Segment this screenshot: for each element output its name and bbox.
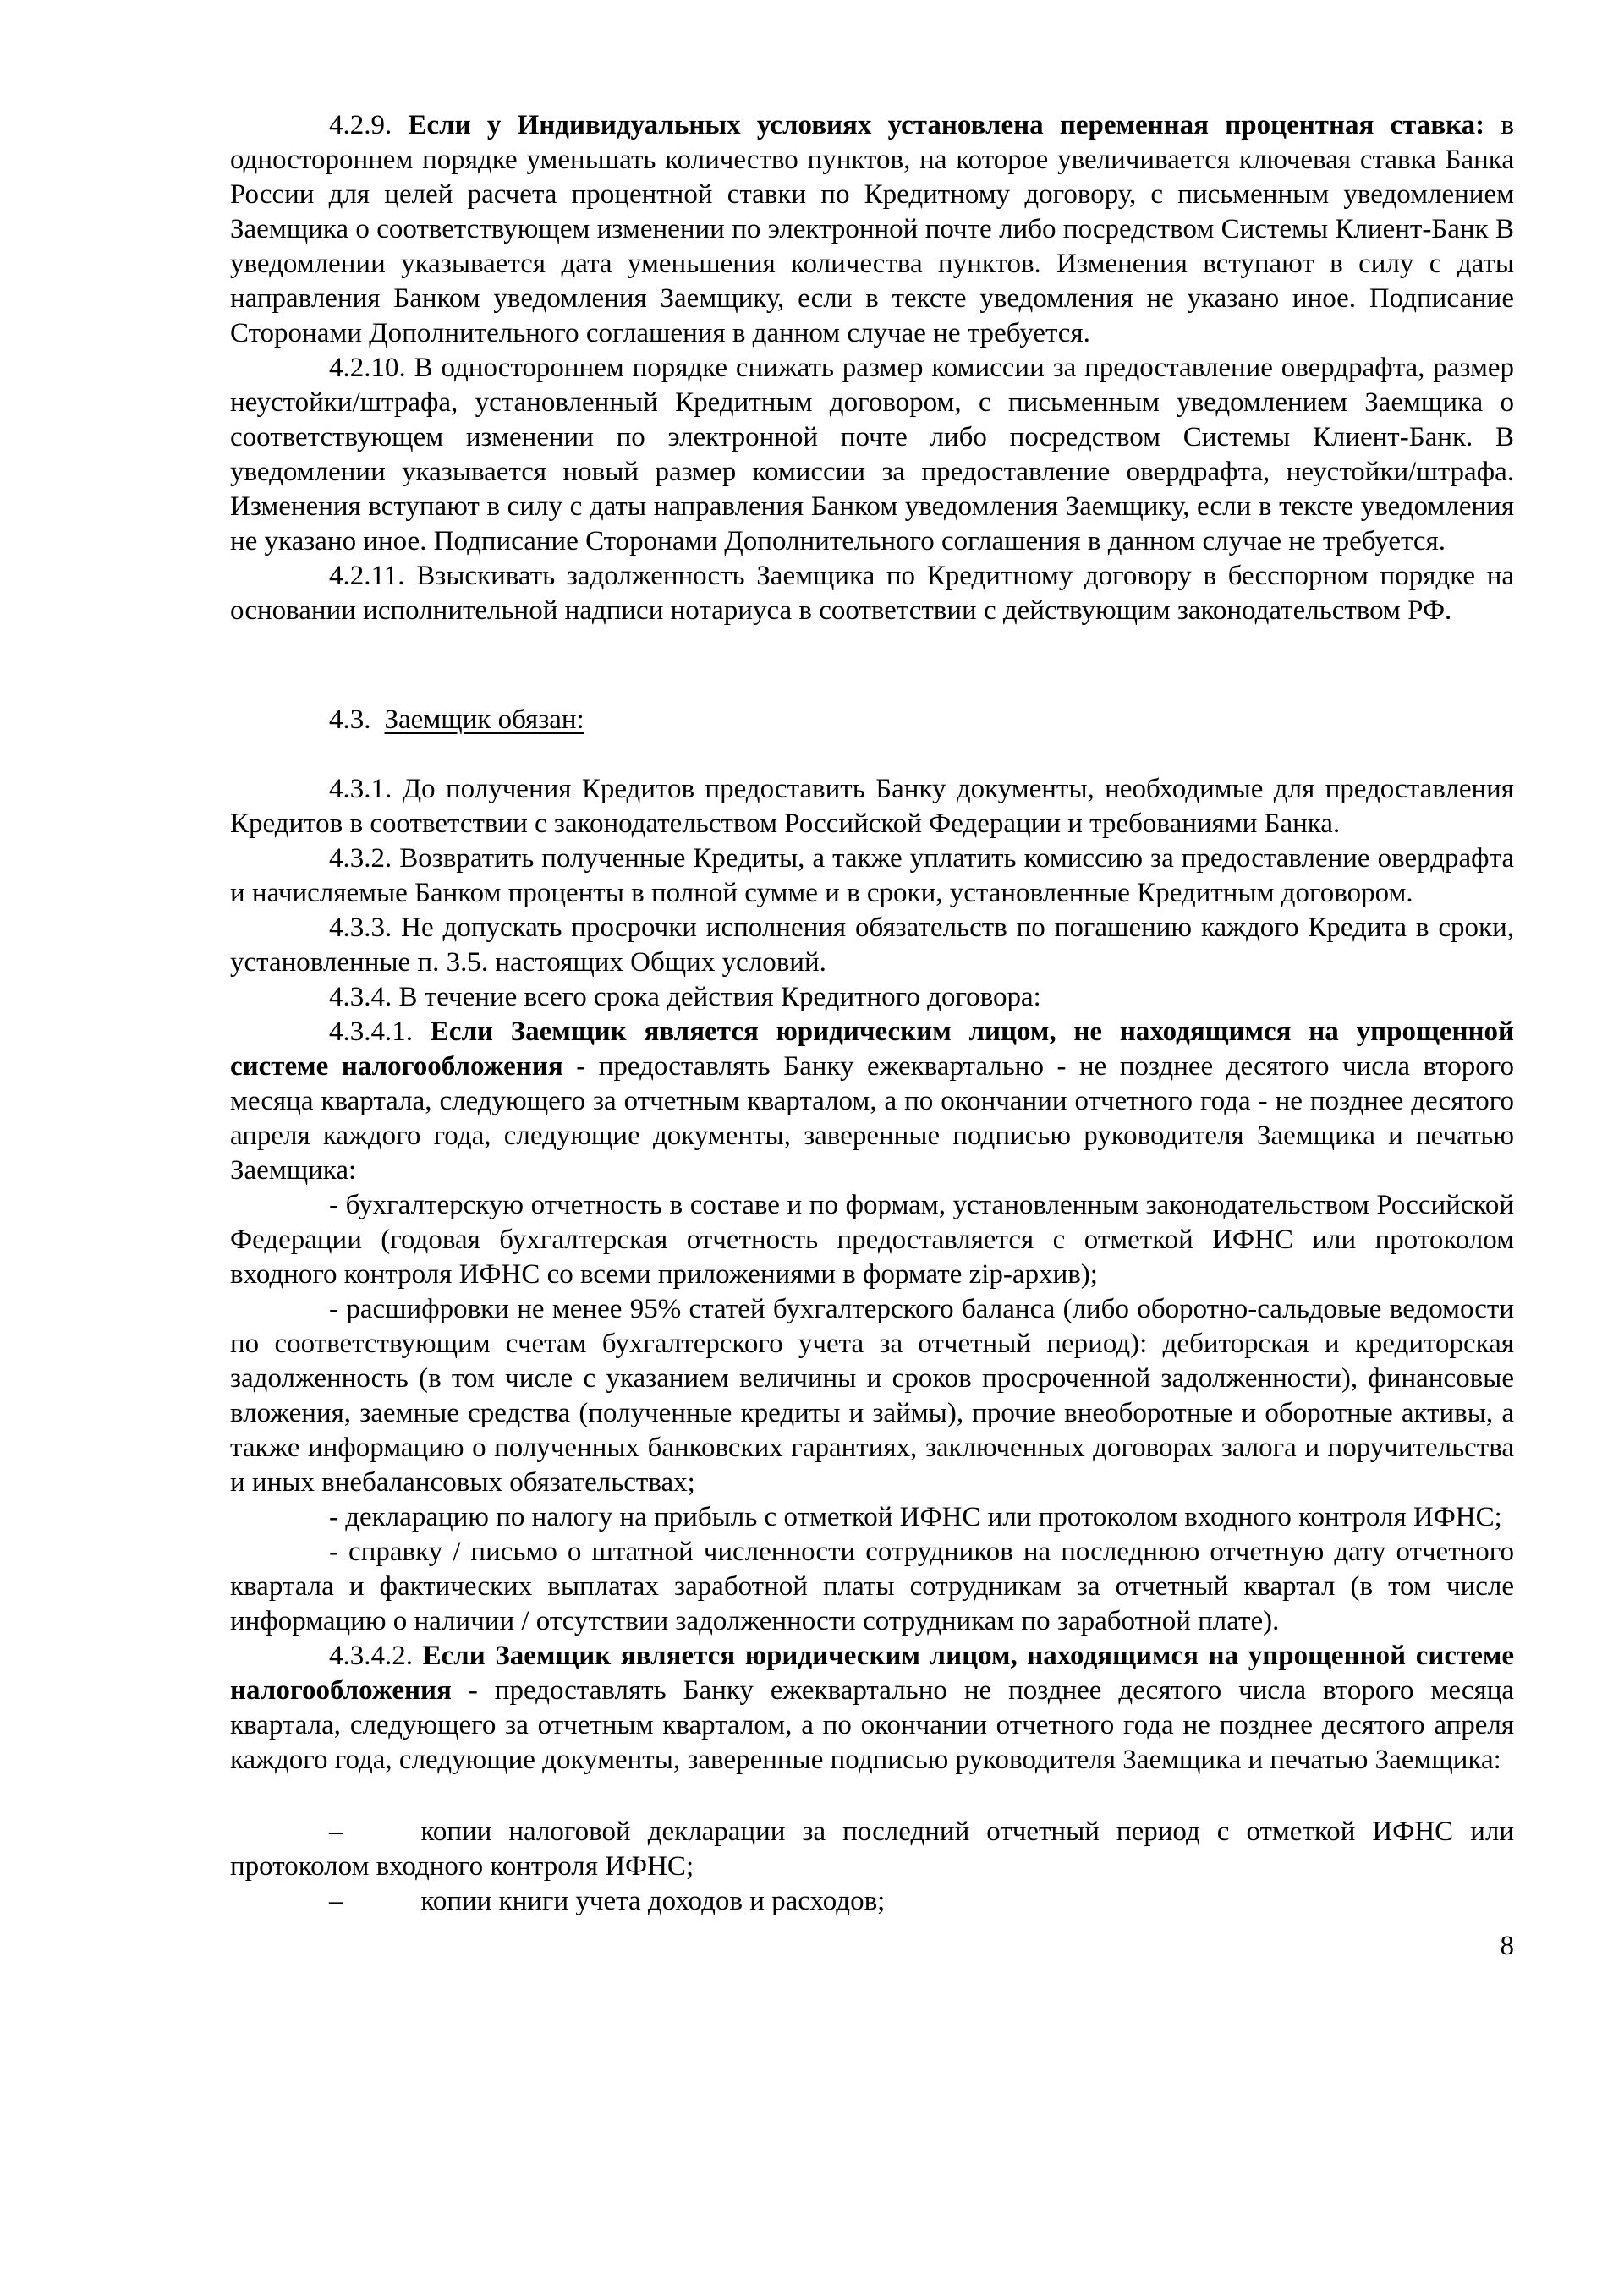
clause-4-3-2 [230, 841, 1514, 911]
dash-marker: – [329, 1817, 343, 1847]
clause-text: Возвратить полученные Кредиты, а также уплатить комиссию за предоставление овердрафта и начисляемые Банком проценты в полной сумме и в сроки, установленные Кредитным договором. [230, 843, 1514, 908]
clause-bold-lead: Если у Индивидуальных условиях установлена переменная процентная ставка: [408, 110, 1485, 140]
clause-number: 4.3.3. [329, 912, 392, 943]
clause-text: В одностороннем порядке снижать размер комиссии за предоставление овердрафта, размер неустойки/штрафа, установленный Кредитным договором, с письменным уведомлением Заемщика о соответствующем изменении по электронной почте либо посредством Системы Клиент-Банк. В уведомлении указывается новый размер комиссии за предоставление овердрафта, неустойки/штрафа. Изменения вступают в силу с даты направления Банком уведомления Заемщику, если в тексте уведомления не указано иное. Подписание Сторонами Дополнительного соглашения в данном случае не требуется. [230, 353, 1514, 556]
dash-item-text: копии налоговой декларации за последний отчетный период с отметкой ИФНС или протоколом входного контроля ИФНС; [230, 1817, 1514, 1882]
clause-number: 4.3.1. [329, 774, 392, 804]
bullet-staff-reference [230, 1535, 1514, 1639]
section-heading-4-3 [230, 703, 1514, 737]
bullet-balance-breakdown [230, 1292, 1514, 1500]
clause-4-3-4-1 [230, 1015, 1514, 1188]
section-number: 4.3. [329, 704, 371, 735]
clause-text: Не допускать просрочки исполнения обязательств по погашению каждого Кредита в сроки, установленные п. 3.5. настоящих Общих условий. [230, 912, 1514, 978]
dash-item-income-expense-book [230, 1884, 1514, 1919]
bullet-text: - справку / письмо о штатной численности сотрудников на последнюю отчетную дату отчетного квартала и фактических выплатах заработной платы сотрудникам за отчетный квартал (в том числе информацию о наличии / отсутствии задолженности сотрудникам по заработной плате). [230, 1537, 1514, 1636]
bullet-text: - бухгалтерскую отчетность в составе и по формам, установленным законодательством Российской Федерации (годовая бухгалтерская отчетность предоставляется с отметкой ИФНС или протоколом входного контроля ИФНС со всеми приложениями в формате zip-архив); [230, 1190, 1514, 1290]
clause-4-2-9 [230, 108, 1514, 351]
bullet-profit-tax-declaration [230, 1500, 1514, 1535]
clause-bold-lead: Если Заемщик является юридическим лицом, не находящимся на упрощенной системе налогообложения [230, 1016, 1514, 1082]
clause-4-3-4-2 [230, 1639, 1514, 1778]
bullet-accounting-reports [230, 1188, 1514, 1292]
document-content [230, 108, 1514, 1964]
clause-text: В течение всего срока действия Кредитного договора: [398, 982, 1041, 1012]
clause-text: До получения Кредитов предоставить Банку документы, необходимые для предоставления Кредитов в соответствии с законодательством Российской Федерации и требованиями Банка. [230, 774, 1514, 839]
clause-4-2-10 [230, 351, 1514, 559]
clause-text: Взыскивать задолженность Заемщика по Кредитному договору в бесспорном порядке на основании исполнительной надписи нотариуса в соответствии с действующим законодательством РФ. [230, 561, 1515, 626]
clause-4-3-3 [230, 911, 1514, 980]
clause-bold-lead: Если Заемщик является юридическим лицом, находящимся на упрощенной системе налогообложения [230, 1641, 1514, 1706]
clause-text: - предоставлять Банку ежеквартально не позднее десятого числа второго месяца квартала, следующего за отчетным кварталом, а по окончании отчетного года не позднее десятого апреля каждого года, следующие документы, заверенные подписью руководителя Заемщика и печатью Заемщика: [230, 1675, 1514, 1775]
clause-number: 4.3.4.2. [329, 1641, 413, 1671]
dash-item-tax-declaration-copies [230, 1815, 1514, 1884]
clause-text: в одностороннем порядке уменьшать количество пунктов, на которое увеличивается ключевая ставка Банка России для целей расчета процентной ставки по Кредитному договору, с письменным уведомлением Заемщика о соответствующем изменении по электронной почте либо посредством Системы Клиент-Банк В уведомлении указывается дата уменьшения количества пунктов. Изменения вступают в силу с даты направления Банком уведомления Заемщику, если в тексте уведомления не указано иное. Подписание Сторонами Дополнительного соглашения в данном случае не требуется. [230, 110, 1514, 348]
bullet-text: - декларацию по налогу на прибыль с отметкой ИФНС или протоколом входного контроля ИФНС; [329, 1502, 1502, 1532]
clause-number: 4.2.10. [329, 353, 406, 383]
clause-number: 4.2.9. [329, 110, 392, 140]
clause-number: 4.3.4.1. [329, 1016, 413, 1047]
clause-text: - предоставлять Банку ежеквартально - не позднее десятого числа второго месяца квартала, следующего за отчетным кварталом, а по окончании отчетного года - не позднее десятого апреля каждого года, следующие документы, заверенные подписью руководителя Заемщика и печатью Заемщика: [230, 1051, 1514, 1186]
bullet-text: - расшифровки не менее 95% статей бухгалтерского баланса (либо оборотно-сальдовые ведомости по соответствующим счетам бухгалтерского учета за отчетный период): дебиторская и кредиторская задолженность (в том числе с указанием величины и сроков просроченной задолженности), финансовые вложения, заемные средства (полученные кредиты и займы), прочие внеоборотные и оборотные активы, а также информацию о полученных банковских гарантиях, заключенных договорах залога и поручительства и иных внебалансовых обязательствах; [230, 1294, 1514, 1498]
dash-marker: – [329, 1886, 343, 1916]
dash-item-text: копии книги учета доходов и расходов; [420, 1886, 886, 1916]
page-number: 8 [1500, 1931, 1514, 1961]
clause-number: 4.2.11. [329, 561, 405, 591]
clause-4-3-4 [230, 980, 1514, 1015]
clause-number: 4.3.2. [329, 843, 392, 874]
clause-4-2-11 [230, 559, 1514, 628]
clause-4-3-1 [230, 772, 1514, 841]
clause-number: 4.3.4. [329, 982, 392, 1012]
section-title: Заемщик обязан: [384, 704, 584, 735]
